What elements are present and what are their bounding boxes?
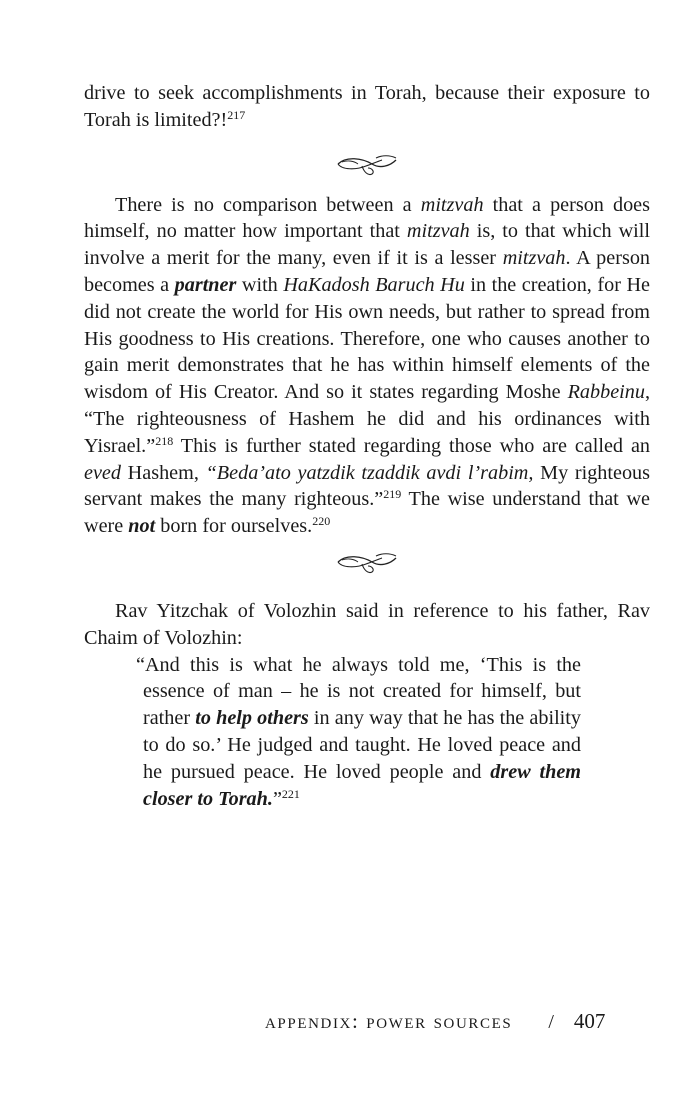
text-run: in any way that he has the ability to do so.’ He judged and taught. He loved peace and he pursued peace. He loved people and xyxy=(143,707,581,783)
italic-term: “Beda’ato yatzdik tzaddik avdi l’rabim, xyxy=(205,461,534,484)
body-paragraph xyxy=(84,598,650,652)
emphasis: to help others xyxy=(195,707,309,730)
italic-term: mitzvah xyxy=(406,220,470,243)
italic-term: Rabbeinu xyxy=(567,381,645,404)
quote-text xyxy=(136,652,582,813)
text-run: that a person does himself, no matter how important that xyxy=(84,193,651,243)
section-divider xyxy=(84,148,650,182)
footnote-ref: 218 xyxy=(155,433,174,448)
book-page xyxy=(84,80,650,812)
emphasis: not xyxy=(128,515,156,538)
text-run: “And this is what he always told me, ‘This is the essence of man – he is not created for himself, but rather xyxy=(136,653,581,730)
italic-term: mitzvah xyxy=(502,247,566,270)
text-run: ” xyxy=(272,787,282,810)
text-run: Hashem, xyxy=(120,461,206,484)
section-divider xyxy=(84,546,650,580)
footnote-ref: 217 xyxy=(227,107,246,122)
running-head: appendix: power sources xyxy=(265,1009,513,1033)
footnote-ref: 220 xyxy=(312,514,331,529)
opening-paragraph xyxy=(84,80,650,134)
page-number: 407 xyxy=(573,1009,606,1033)
text-run: is, to that which will involve a merit for the many, even if it is a lesser xyxy=(84,220,650,270)
flourish-ornament-icon xyxy=(332,148,402,182)
footnote-ref: 221 xyxy=(281,786,300,801)
italic-term: HaKadosh Baruch Hu xyxy=(283,273,465,296)
page-footer xyxy=(265,1009,651,1034)
text-run: My righteous servant makes the many righteous.” xyxy=(84,461,650,511)
body-paragraph xyxy=(84,192,650,540)
footnote-ref: 219 xyxy=(383,487,402,502)
italic-term: mitzvah xyxy=(420,193,484,216)
text-run: with xyxy=(236,273,284,296)
emphasis: partner xyxy=(174,273,237,296)
paragraph-text: drive to seek accomplishments in Torah, because their exposure to Torah is limited?! xyxy=(84,82,650,131)
text-run: born for ourselves. xyxy=(155,515,313,538)
text-run: There is no comparison between a xyxy=(115,193,421,216)
text-run: This is further stated regarding those who are called an xyxy=(173,434,650,457)
text-run: The wise understand that we were xyxy=(84,488,650,538)
text-run: , “The righteousness of Hashem he did and his ordinances with Yisrael.” xyxy=(84,381,650,457)
flourish-ornament-icon xyxy=(332,546,402,580)
italic-term: eved xyxy=(84,461,121,484)
emphasis: drew them closer to Torah. xyxy=(143,760,582,810)
footer-separator: / xyxy=(548,1011,554,1033)
text-run: Rav Yitzchak of Volozhin said in reference to his father, Rav Chaim of Volozhin: xyxy=(84,599,650,649)
block-quote xyxy=(136,652,582,813)
text-run: in the creation, for He did not create the world for His own needs, but rather to spread from His goodness to His creations. Therefore, one who causes another to gain merit demonstrates that he has within himself elements of the wisdom of His Creator. And so it states regarding Moshe xyxy=(84,273,650,404)
text-run: . A person becomes a xyxy=(84,247,651,296)
